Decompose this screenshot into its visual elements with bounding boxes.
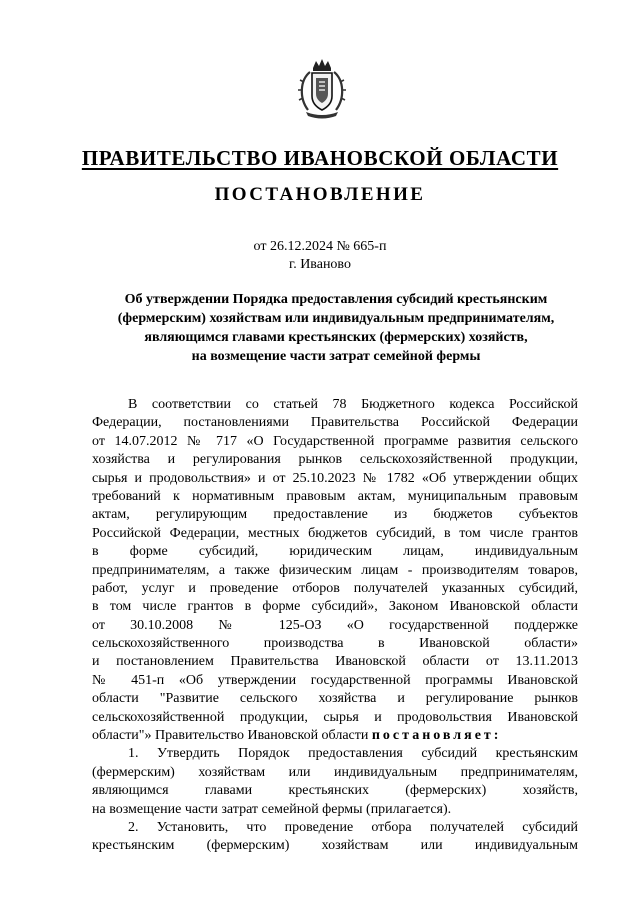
subject-line: (фермерским) хозяйствам или индивидуальным предпринимателям,: [117, 311, 555, 326]
body-line: Федерации, постановлениями Правительства Российской Федерации: [92, 415, 578, 431]
body-line: требований к нормативным правовым актам, муниципальным правовым: [92, 488, 578, 504]
subject-line: являющимся главами крестьянских (фермерских) хозяйств,: [144, 330, 528, 345]
body-line: работ, услуг и проведение отборов получателей указанных субсидий,: [92, 580, 578, 596]
body-line: в том числе грантов в форме субсидий», Законом Ивановской области: [92, 599, 578, 615]
body-line: Российской Федерации, местных бюджетов субсидий, в том числе грантов: [92, 525, 578, 541]
body-line: в форме субсидий, юридическим лицам, индивидуальным: [92, 544, 578, 560]
body-line: сельскохозяйственной продукции, сырья и продовольствия Ивановской: [92, 709, 578, 725]
item-1-line: (фермерским) хозяйствам или индивидуальным предпринимателям,: [92, 764, 578, 780]
document-body: [92, 396, 578, 856]
body-line: В соответствии со статьей 78 Бюджетного кодекса Российской: [128, 397, 578, 412]
document-type: ПОСТАНОВЛЕНИЕ: [214, 184, 426, 205]
document-city: г. Иваново: [289, 257, 351, 272]
body-line: сельскохозяйственного производства в Ивановской области»: [92, 636, 578, 652]
body-line: предпринимателям, а также физическим лицам - производителям товаров,: [92, 562, 578, 578]
body-line: области "Развитие сельского хозяйства и регулирование рынков: [92, 691, 578, 707]
body-line: от 14.07.2012 № 717 «О Государственной программе развития сельского: [92, 433, 578, 449]
item-1-line: 1. Утвердить Порядок предоставления субсидий крестьянским: [128, 746, 578, 762]
organization-title: ПРАВИТЕЛЬСТВО ИВАНОВСКОЙ ОБЛАСТИ: [81, 146, 559, 170]
body-line: и постановлением Правительства Ивановской области от 13.11.2013: [92, 654, 578, 670]
body-line: хозяйства и регулирования рынков сельскохозяйственной продукции,: [92, 452, 578, 468]
preamble-final: области"» Правительство Ивановской области: [92, 728, 369, 744]
body-line: актам, регулирующим предоставление из бюджетов субъектов: [92, 507, 578, 523]
item-2-line: 2. Установить, что проведение отбора получателей субсидий: [128, 819, 578, 835]
item-2-line: крестьянским (фермерским) хозяйствам или индивидуальным: [92, 838, 578, 854]
subject-line: на возмещение части затрат семейной фермы: [191, 349, 481, 364]
body-line: от 30.10.2008 № 125-ОЗ «О государственной поддержке: [92, 617, 578, 633]
coat-of-arms-emblem: [296, 58, 348, 120]
decree-word: постановляет:: [371, 728, 502, 744]
subject-line: Об утверждении Порядка предоставления субсидий крестьянским: [124, 292, 548, 307]
document-subject: [92, 290, 580, 366]
item-1-line: являющимся главами крестьянских (фермерских) хозяйств,: [92, 783, 578, 799]
body-line: сырья и продовольствия» и от 25.10.2023 № 1782 «Об утверждении общих: [92, 470, 578, 486]
body-line-decree: [92, 727, 578, 745]
document-date-number: от 26.12.2024 № 665-п: [253, 239, 387, 254]
body-line: № 451-п «Об утверждении государственной программы Ивановской: [92, 672, 578, 688]
item-1-line: на возмещение части затрат семейной фермы (прилагается).: [92, 801, 452, 817]
